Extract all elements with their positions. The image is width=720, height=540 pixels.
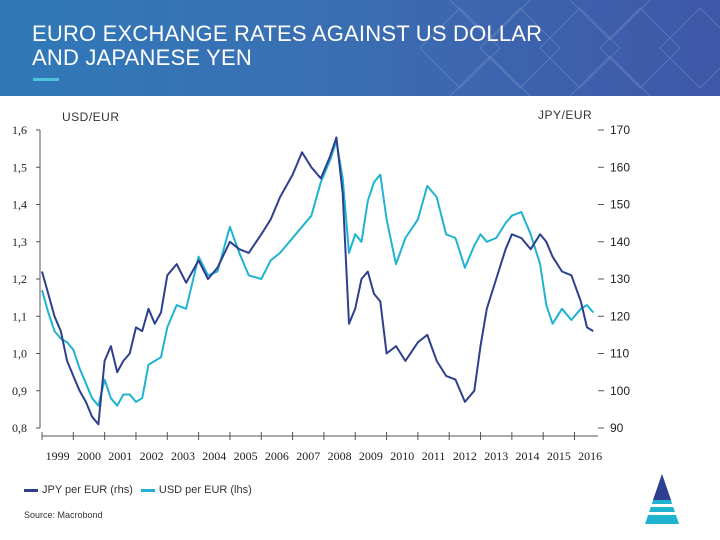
left-tick-label: 1,6 bbox=[12, 123, 27, 137]
x-tick-label: 2014 bbox=[515, 449, 540, 463]
left-tick-label: 0,9 bbox=[12, 383, 27, 398]
x-tick-label: 2004 bbox=[202, 449, 227, 463]
left-tick-label: 0,8 bbox=[12, 421, 27, 435]
x-tick-label: 2015 bbox=[546, 449, 571, 463]
right-tick-label: 100 bbox=[610, 383, 631, 398]
right-tick-label: 140 bbox=[610, 234, 631, 249]
left-axis-title: USD/EUR bbox=[62, 110, 120, 124]
right-axis bbox=[598, 123, 630, 435]
title-banner bbox=[0, 0, 720, 96]
x-tick-label: 2005 bbox=[233, 449, 258, 463]
right-tick-label: 130 bbox=[610, 272, 631, 286]
left-tick-label: 1,2 bbox=[12, 272, 27, 286]
title-accent-bar bbox=[33, 78, 59, 81]
x-tick-label: 2006 bbox=[264, 449, 289, 463]
right-tick-label: 170 bbox=[610, 123, 631, 137]
right-tick-label: 90 bbox=[610, 421, 624, 435]
left-axis bbox=[12, 123, 40, 435]
x-tick-label: 2011 bbox=[421, 449, 446, 463]
x-tick-label: 2000 bbox=[76, 449, 101, 463]
exchange-rate-chart bbox=[0, 100, 720, 470]
x-tick-label: 2012 bbox=[452, 449, 477, 463]
right-axis-title: JPY/EUR bbox=[538, 108, 593, 122]
title-line-2: AND JAPANESE YEN bbox=[32, 45, 253, 70]
x-tick-label: 2001 bbox=[108, 449, 133, 463]
x-tick-label: 2013 bbox=[484, 449, 509, 463]
x-tick-label: 1999 bbox=[45, 449, 70, 463]
x-tick-label: 2002 bbox=[139, 449, 164, 463]
title-line-1: EURO EXCHANGE RATES AGAINST US DOLLAR bbox=[32, 21, 543, 46]
legend-swatch-usd bbox=[141, 489, 155, 492]
right-tick-label: 110 bbox=[610, 346, 630, 361]
left-tick-label: 1,0 bbox=[12, 346, 27, 361]
series-line-jpy bbox=[42, 137, 593, 424]
left-tick-label: 1,3 bbox=[12, 234, 27, 249]
right-tick-label: 160 bbox=[610, 160, 631, 175]
left-tick-label: 1,1 bbox=[12, 309, 27, 324]
brand-logo-icon bbox=[645, 474, 679, 524]
x-tick-label: 2009 bbox=[358, 449, 383, 463]
x-tick-label: 2008 bbox=[327, 449, 352, 463]
series-line-usd bbox=[42, 141, 593, 406]
right-tick-label: 150 bbox=[610, 197, 631, 212]
series-layer bbox=[42, 137, 593, 424]
right-tick-label: 120 bbox=[610, 309, 631, 324]
x-tick-label: 2016 bbox=[578, 449, 603, 463]
left-tick-label: 1,4 bbox=[12, 197, 27, 212]
x-tick-label: 2003 bbox=[170, 449, 195, 463]
x-tick-label: 2010 bbox=[390, 449, 415, 463]
legend-item-jpy bbox=[24, 484, 133, 496]
left-tick-label: 1,5 bbox=[12, 160, 27, 175]
legend bbox=[24, 484, 260, 496]
legend-swatch-jpy bbox=[24, 489, 38, 492]
page-title bbox=[32, 22, 542, 70]
legend-label-usd: USD per EUR (lhs) bbox=[158, 484, 252, 496]
x-tick-label: 2007 bbox=[296, 449, 321, 463]
legend-label-jpy: JPY per EUR (rhs) bbox=[42, 484, 133, 496]
x-axis bbox=[42, 432, 602, 463]
legend-item-usd bbox=[141, 484, 252, 496]
source-note: Source: Macrobond bbox=[24, 510, 103, 520]
